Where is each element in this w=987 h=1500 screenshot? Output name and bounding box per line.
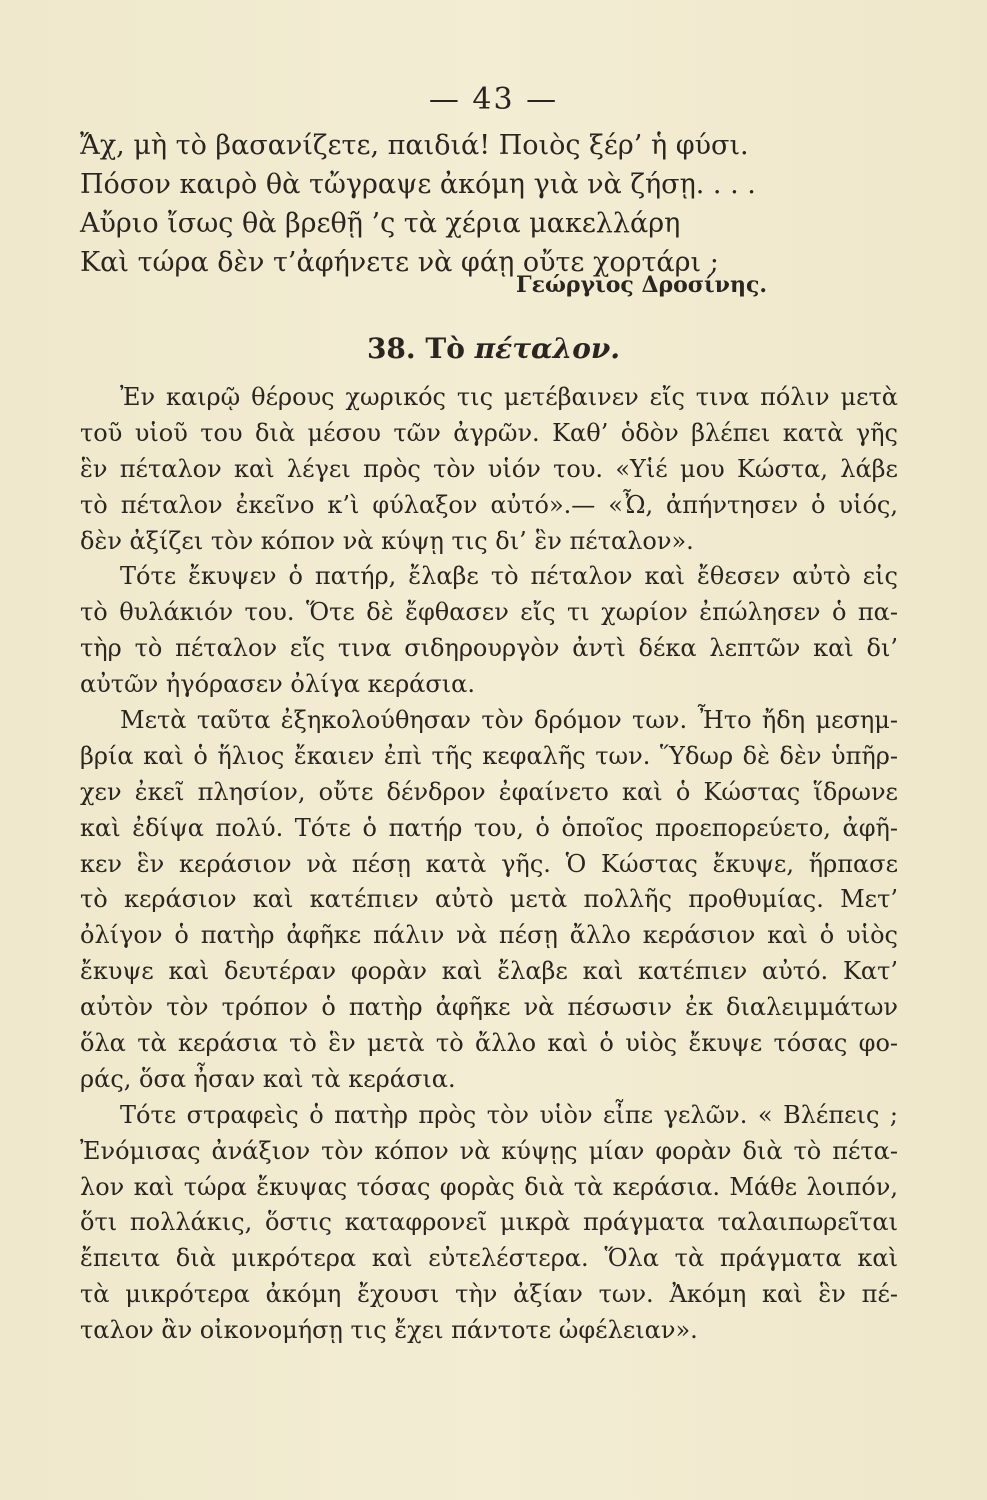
text-line: αὐτὸν τὸν τρόπον ὁ πατὴρ ἀφῆκε νὰ πέσωσιν ἐκ διαλειμμάτων <box>80 993 898 1022</box>
text-line: Ἐνόμισας ἀνάξιον τὸν κόπον νὰ κύψῃς μίαν φορὰν διὰ τὸ πέτα- <box>80 1136 898 1165</box>
text-line: τοῦ υἱοῦ του διὰ μέσου τῶν ἀγρῶν. Καθ’ ὁδὸν βλέπει κατὰ γῆς <box>80 418 898 447</box>
text-line: κεν ἓν κεράσιον νὰ πέσῃ κατὰ γῆς. Ὁ Κώστας ἔκυψε, ἥρπασε <box>80 849 898 878</box>
text-line: βρία καὶ ὁ ἥλιος ἔκαιεν ἐπὶ τῆς κεφαλῆς των. Ὕδωρ δὲ δὲν ὑπῆρ- <box>80 741 898 770</box>
text-line: ἓν πέταλον καὶ λέγει πρὸς τὸν υἱόν του. «Υἱέ μου Κώστα, λάβε <box>80 454 898 483</box>
text-line: ταλον ἂν οἰκονομήσῃ τις ἔχει πάντοτε ὠφέλειαν». <box>80 1316 698 1345</box>
poem-author: Γεώργιος Δροσίνης. <box>515 272 767 298</box>
section-heading <box>0 332 987 365</box>
text-line: τὸ πέταλον ἐκεῖνο κ’ὶ φύλαξον αὐτό».— «Ὦ, ἀπήντησεν ὁ υἱός, <box>80 490 898 519</box>
text-line: ὅτι πολλάκις, ὅστις καταφρονεῖ μικρὰ πράγματα ταλαιπωρεῖται <box>80 1208 898 1237</box>
poem-line: Ἄχ, μὴ τὸ βασανίζετε, παιδιά! Ποιὸς ξέρ’ ἡ φύσι. <box>80 130 749 161</box>
section-title: πέταλον. <box>474 332 621 365</box>
text-line: τὴρ τὸ πέταλον εἴς τινα σιδηρουργὸν ἀντὶ δέκα λεπτῶν καὶ δι’ <box>80 634 898 663</box>
section-article: Τὸ <box>425 332 465 365</box>
text-line: Τότε ἔκυψεν ὁ πατήρ, ἔλαβε τὸ πέταλον καὶ ἔθεσεν αὐτὸ εἰς <box>120 562 898 591</box>
text-line: ράς, ὅσα ἦσαν καὶ τὰ κεράσια. <box>80 1064 456 1093</box>
story-text <box>80 380 898 1349</box>
poem-line: Καὶ τώρα δὲν τ’ἀφήνετε νὰ φάῃ οὔτε χορτάρι ; <box>80 247 719 278</box>
poem-line: Πόσον καιρὸ θὰ τὤγραψε ἀκόμη γιὰ νὰ ζήσῃ. . . . <box>80 169 756 200</box>
text-line: Ἐν καιρῷ θέρους χωρικός τις μετέβαινεν εἴς τινα πόλιν μετὰ <box>120 383 898 411</box>
page-number: — 43 — <box>428 82 559 117</box>
text-line: δὲν ἀξίζει τὸν κόπον νὰ κύψῃ τις δι’ ἓν πέταλον». <box>80 526 694 555</box>
text-line: ἔπειτα διὰ μικρότερα καὶ εὐτελέστερα. Ὅλα τὰ πράγματα καὶ <box>80 1244 898 1273</box>
section-number: 38. <box>366 332 416 365</box>
text-line: καὶ ἐδίψα πολύ. Τότε ὁ πατήρ του, ὁ ὁποῖος προεπορεύετο, ἀφῆ- <box>80 813 898 842</box>
text-line: αὐτῶν ἠγόρασεν ὀλίγα κεράσια. <box>80 670 476 699</box>
text-line: τὸ κεράσιον καὶ κατέπιεν αὐτὸ μετὰ πολλῆς προθυμίας. Μετ’ <box>80 885 898 914</box>
text-line: χεν ἐκεῖ πλησίον, οὔτε δένδρον ἐφαίνετο καὶ ὁ Κώστας ἵδρωνε <box>80 777 898 806</box>
text-line: τὸ θυλάκιόν του. Ὅτε δὲ ἔφθασεν εἴς τι χωρίον ἐπώλησεν ὁ πα- <box>80 598 898 627</box>
text-line: ὀλίγον ὁ πατὴρ ἀφῆκε πάλιν νὰ πέσῃ ἄλλο κεράσιον καὶ ὁ υἱὸς <box>80 921 898 950</box>
text-line: ὅλα τὰ κεράσια τὸ ἓν μετὰ τὸ ἄλλο καὶ ὁ υἱὸς ἔκυψε τόσας φο- <box>80 1029 898 1058</box>
poem-line: Αὔριο ἴσως θὰ βρεθῇ ’ς τὰ χέρια μακελλάρη <box>80 208 681 239</box>
text-line: Μετὰ ταῦτα ἐξηκολούθησαν τὸν δρόμον των. Ἦτο ἤδη μεσημ- <box>120 706 898 735</box>
text-line: Τότε στραφεὶς ὁ πατὴρ πρὸς τὸν υἱὸν εἶπε γελῶν. « Βλέπεις ; <box>120 1100 898 1129</box>
poem-stanza <box>80 126 780 282</box>
text-line: τὰ μικρότερα ἀκόμη ἔχουσι τὴν ἀξίαν των. Ἀκόμη καὶ ἓν πέ- <box>80 1280 898 1309</box>
text-line: ἔκυψε καὶ δευτέραν φορὰν καὶ ἔλαβε καὶ κατέπιεν αὐτό. Κατ’ <box>80 957 898 986</box>
text-line: λον καὶ τώρα ἔκυψας τόσας φορὰς διὰ τὰ κεράσια. Μάθε λοιπόν, <box>80 1172 898 1201</box>
